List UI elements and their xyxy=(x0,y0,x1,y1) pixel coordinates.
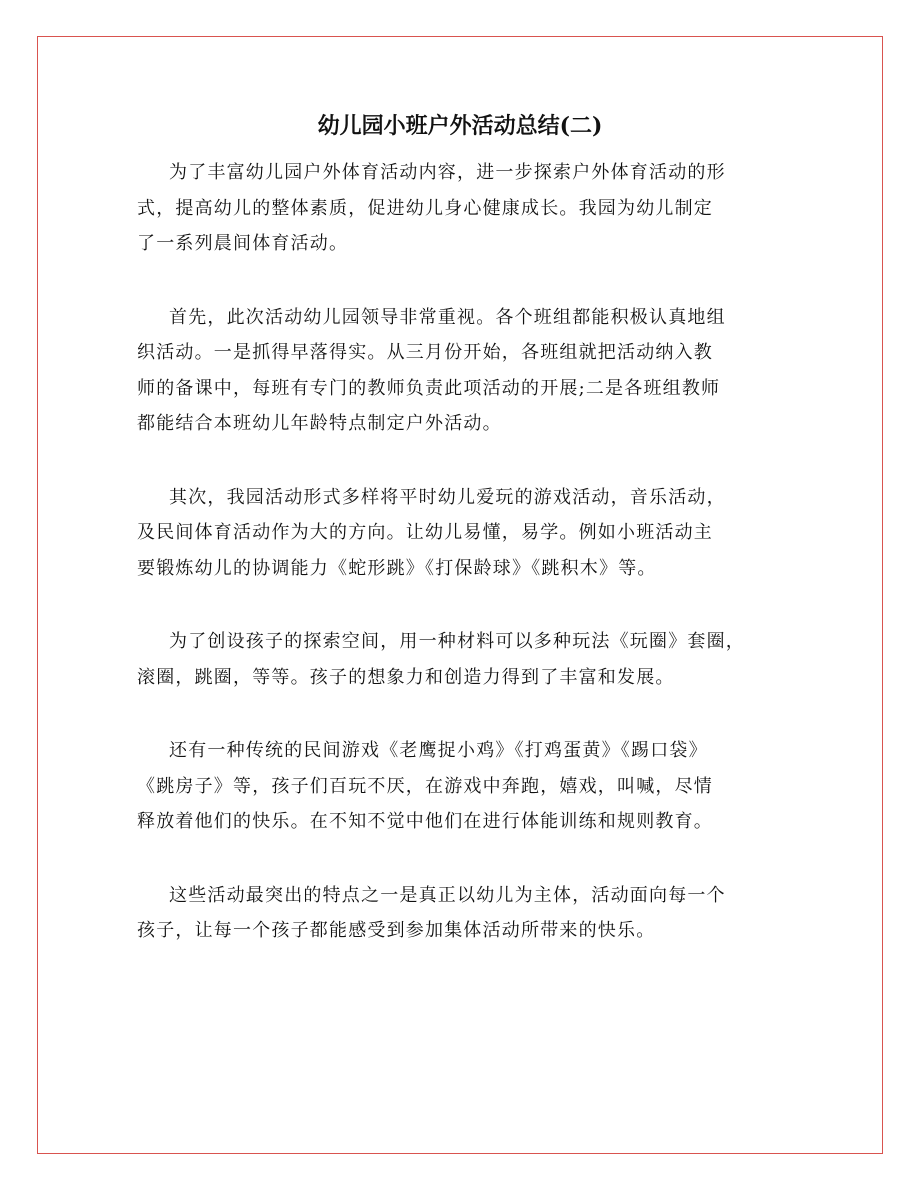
paragraph-line: 《跳房子》等，孩子们百玩不厌，在游戏中奔跑，嬉戏，叫喊，尽情 xyxy=(137,775,713,797)
paragraph-line: 为了丰富幼儿园户外体育活动内容，进一步探索户外体育活动的形 xyxy=(169,162,726,183)
paragraph-2 xyxy=(137,300,792,442)
paragraph-line: 师的备课中，每班有专门的教师负责此项活动的开展;二是各班组教师 xyxy=(137,377,721,399)
paragraph-line: 这些活动最突出的特点之一是真正以幼儿为主体，活动面向每一个 xyxy=(169,884,726,906)
paragraph-line: 织活动。一是抓得早落得实。从三月份开始，各班组就把活动纳入教 xyxy=(137,342,713,363)
paragraph-line: 首先，此次活动幼儿园领导非常重视。各个班组都能积极认真地组 xyxy=(169,306,726,328)
paragraph-line: 都能结合本班幼儿年龄特点制定户外活动。 xyxy=(137,413,502,434)
paragraph-line: 其次，我园活动形式多样将平时幼儿爱玩的游戏活动，音乐活动， xyxy=(169,486,726,508)
paragraph-4 xyxy=(137,624,792,695)
paragraph-6 xyxy=(137,878,792,949)
document-title: 幼儿园小班户外活动总结(二) xyxy=(317,113,603,139)
paragraph-5 xyxy=(137,733,792,840)
paragraph-1 xyxy=(137,155,792,262)
paragraph-line: 释放着他们的快乐。在不知不觉中他们在进行体能训练和规则教育。 xyxy=(137,811,713,832)
paragraph-line: 滚圈，跳圈，等等。孩子的想象力和创造力得到了丰富和发展。 xyxy=(137,666,675,688)
document-body xyxy=(137,155,792,987)
paragraph-3 xyxy=(137,480,792,587)
paragraph-line: 式，提高幼儿的整体素质，促进幼儿身心健康成长。我园为幼儿制定 xyxy=(137,197,713,219)
paragraph-line: 要锻炼幼儿的协调能力《蛇形跳》《打保龄球》《跳积木》等。 xyxy=(137,557,657,579)
paragraph-line: 还有一种传统的民间游戏《老鹰捉小鸡》《打鸡蛋黄》《踢口袋》 xyxy=(169,740,708,761)
paragraph-line: 及民间体育活动作为大的方向。让幼儿易懂，易学。例如小班活动主 xyxy=(137,522,713,543)
paragraph-line: 孩子，让每一个孩子都能感受到参加集体活动所带来的快乐。 xyxy=(137,920,656,941)
paragraph-line: 了一系列晨间体育活动。 xyxy=(137,233,349,254)
paragraph-line: 为了创设孩子的探索空间，用一种材料可以多种玩法《玩圈》套圈， xyxy=(169,631,745,652)
